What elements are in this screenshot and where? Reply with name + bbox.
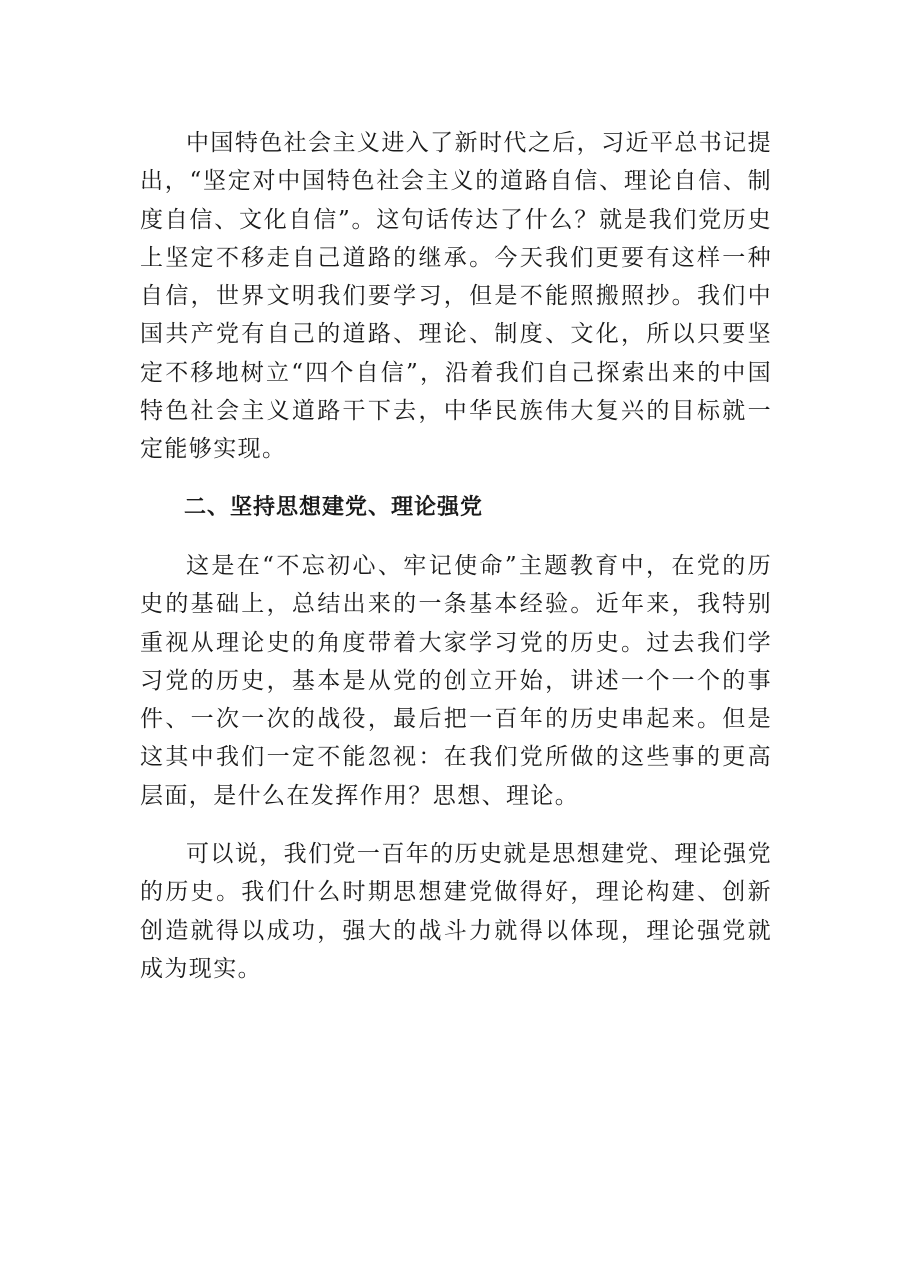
- document-body: [140, 124, 772, 988]
- paragraph-3: 可以说，我们党一百年的历史就是思想建党、理论强党的历史。我们什么时期思想建党做得好，理论构建、创新创造就得以成功，强大的战斗力就得以体现，理论强党就成为现实。: [140, 841, 772, 982]
- paragraph-2: 这是在“不忘初心、牢记使命”主题教育中，在党的历史的基础上，总结出来的一条基本经验。近年来，我特别重视从理论史的角度带着大家学习党的历史。过去我们学习党的历史，基本是从党的创立开始，讲述一个一个的事件、一次一次的战役，最后把一百年的历史串起来。但是这其中我们一定不能忽视：在我们党所做的这些事的更高层面，是什么在发挥作用？思想、理论。: [140, 552, 772, 809]
- paragraph-1: 中国特色社会主义进入了新时代之后，习近平总书记提出，“坚定对中国特色社会主义的道路自信、理论自信、制度自信、文化自信”。这句话传达了什么？就是我们党历史上坚定不移走自己道路的继承。今天我们更要有这样一种自信，世界文明我们要学习，但是不能照搬照抄。我们中国共产党有自己的道路、理论、制度、文化，所以只要坚定不移地树立“四个自信”，沿着我们自己探索出来的中国特色社会主义道路干下去，中华民族伟大复兴的目标就一定能够实现。: [140, 130, 772, 463]
- section-heading: 二、坚持思想建党、理论强党: [184, 494, 484, 520]
